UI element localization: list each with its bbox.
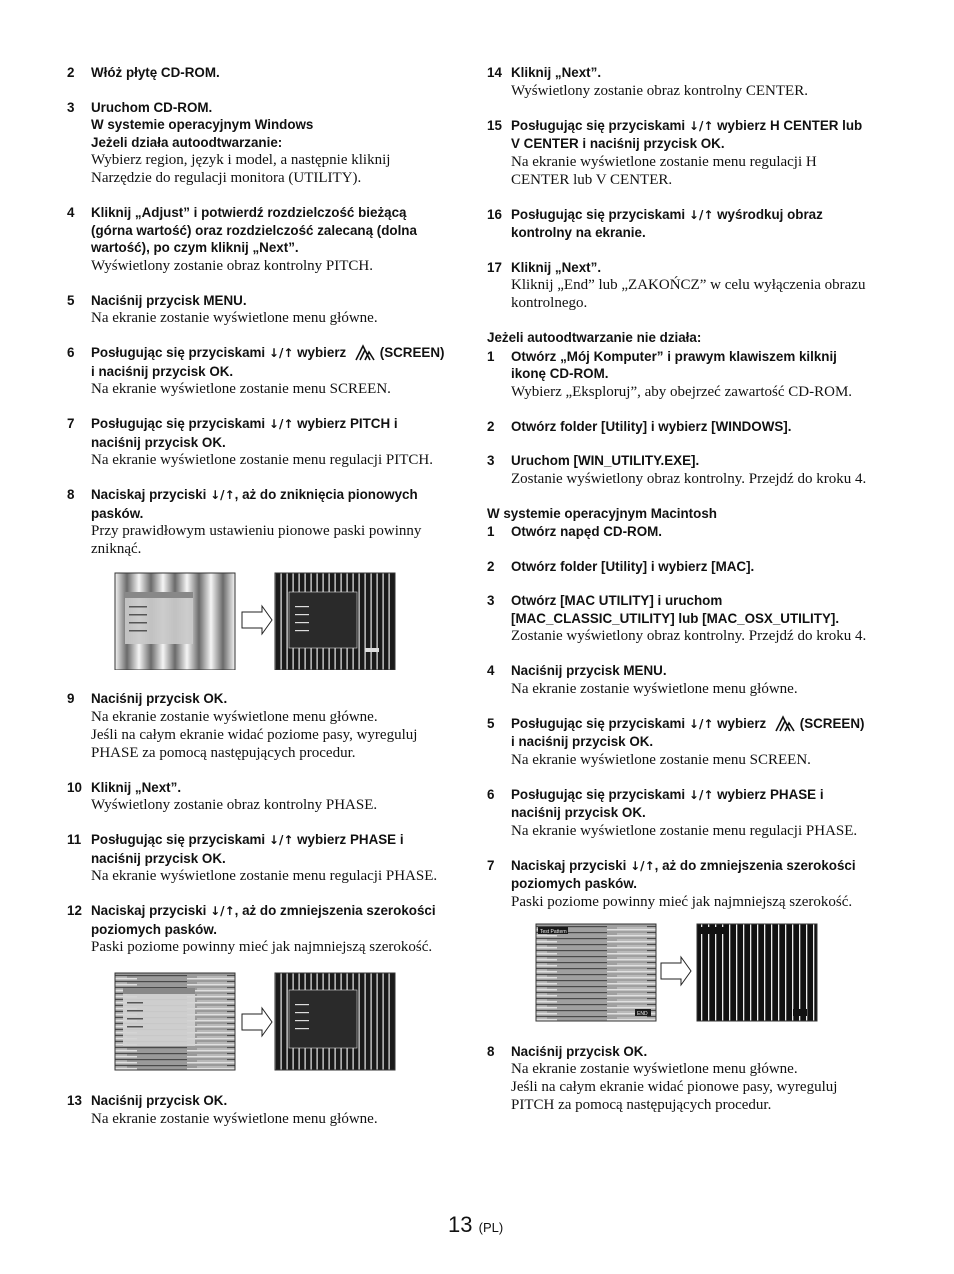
step-body: Na ekranie zostanie wyświetlone menu główne. (91, 310, 378, 326)
mac-step-3 (487, 592, 867, 645)
step-body: Jeśli na całym ekranie widać poziome pasy, wyreguluj PHASE za pomocą następujących procedur. (91, 726, 418, 761)
heading-text: Posługując się przyciskami (511, 715, 686, 731)
heading-text: (SCREEN) i naciśnij przycisk OK. (91, 345, 445, 379)
step-heading: Kliknij „Adjust” i potwierdź rozdzielczość bieżącą (górna wartość) oraz rozdzielczość zalecaną (dolna wartość), po czym kliknij „Next”. (91, 205, 417, 255)
mac-step-8 (487, 1043, 867, 1115)
step-10 (67, 779, 445, 815)
step-body: Jeśli na całym ekranie widać pionowe pasy, wyreguluj PITCH za pomocą następujących procedur. (511, 1079, 838, 1113)
step-number: 15 (487, 117, 502, 133)
section-heading-autoplay-fail: Jeżeli autoodtwarzanie nie działa: (487, 330, 702, 345)
mac-step-4 (487, 662, 867, 698)
step-4 (67, 204, 445, 275)
screen-menu-icon (774, 715, 796, 732)
arrow-keys-icon: ↓/↑ (268, 346, 294, 360)
step-body: Zostanie wyświetlony obraz kontrolny. Przejdź do kroku 4. (511, 470, 867, 487)
step-number: 5 (487, 715, 495, 731)
step-body: Przy prawidłowym ustawieniu pionowe paski powinny zniknąć. (91, 523, 422, 557)
section-heading-macintosh: W systemie operacyjnym Macintosh (487, 505, 717, 521)
mac-step-1 (487, 523, 867, 541)
step-12 (67, 902, 445, 956)
step-11 (67, 831, 445, 885)
step-number: 2 (487, 418, 495, 434)
step-heading (511, 206, 867, 242)
step-number: 10 (67, 779, 82, 795)
heading-text: wybierz (717, 715, 767, 731)
mac-phase-before-after-illustration (487, 923, 867, 1023)
step-heading: Otwórz napęd CD-ROM. (511, 524, 663, 539)
step-heading: Naciśnij przycisk OK. (91, 1093, 228, 1108)
step-heading: Kliknij „Next”. (511, 65, 602, 80)
step-heading: Włóż płytę CD-ROM. (91, 65, 220, 80)
step-heading: Otwórz [MAC UTILITY] i uruchom [MAC_CLASSIC_UTILITY] lub [MAC_OSX_UTILITY]. (511, 593, 840, 626)
screen-menu-icon (354, 344, 376, 361)
figure-phase-adjust (67, 972, 445, 1072)
arrow-keys-icon: ↓/↑ (268, 417, 294, 431)
step-heading (91, 344, 445, 380)
step-9 (67, 690, 445, 762)
step-body: Na ekranie wyświetlone zostanie menu regulacji PITCH. (91, 452, 433, 468)
step-15 (487, 117, 867, 189)
step-body: Wyświetlony zostanie obraz kontrolny CENTER. (511, 82, 808, 99)
figure-pitch-adjust (67, 570, 445, 670)
step-heading: Naciśnij przycisk OK. (91, 691, 228, 706)
arrow-keys-icon: ↓/↑ (268, 833, 294, 847)
step-number: 11 (67, 832, 82, 847)
step-6 (67, 344, 445, 398)
step-heading: Naciśnij przycisk OK. (511, 1043, 648, 1059)
step-number: 3 (487, 453, 495, 468)
step-number: 4 (67, 205, 75, 220)
fallback-step-3 (487, 452, 867, 488)
page-number-value: 13 (448, 1212, 473, 1237)
step-number: 8 (487, 1043, 495, 1059)
mac-step-2 (487, 558, 867, 576)
heading-text: (SCREEN) i naciśnij przycisk OK. (511, 715, 865, 749)
step-body: Wyświetlony zostanie obraz kontrolny PHASE. (91, 797, 378, 813)
step-heading (91, 902, 445, 938)
step-number: 13 (67, 1093, 82, 1108)
step-number: 6 (67, 345, 75, 360)
heading-text: , aż do zmniejszenia szerokości poziomych pasków. (91, 903, 436, 937)
step-heading (511, 117, 867, 153)
arrow-keys-icon: ↓/↑ (630, 858, 655, 873)
arrow-keys-icon: ↓/↑ (688, 207, 714, 222)
heading-text: wybierz PHASE i naciśnij przycisk OK. (91, 832, 404, 866)
step-subheading: W systemie operacyjnym Windows (91, 117, 314, 132)
pitch-before-after-illustration (67, 570, 447, 670)
step-heading (91, 415, 445, 451)
step-heading (511, 857, 867, 893)
step-body: Kliknij „End” lub „ZAKOŃCZ” w celu wyłączenia obrazu kontrolnego. (511, 277, 866, 311)
step-13 (67, 1092, 445, 1128)
heading-text: Posługując się przyciskami (91, 345, 266, 360)
arrow-keys-icon: ↓/↑ (688, 716, 714, 731)
step-17 (487, 259, 867, 313)
step-body: Paski poziome powinny mieć jak najmniejszą szerokość. (91, 939, 433, 955)
heading-text: Posługując się przyciskami (91, 416, 266, 431)
step-number: 8 (67, 487, 75, 502)
mac-step-6 (487, 786, 867, 840)
step-heading: Otwórz folder [Utility] i wybierz [MAC]. (511, 558, 755, 574)
heading-text: wybierz PITCH i naciśnij przycisk OK. (91, 416, 398, 450)
step-body: Zostanie wyświetlony obraz kontrolny. Przejdź do kroku 4. (511, 628, 867, 644)
step-number: 16 (487, 206, 502, 222)
mac-step-7 (487, 857, 867, 911)
step-body: Na ekranie zostanie wyświetlone menu główne. (511, 680, 798, 697)
heading-text: wybierz PHASE i naciśnij przycisk OK. (511, 786, 824, 820)
heading-text: Naciskaj przyciski (91, 903, 207, 918)
end-label: END (637, 1010, 648, 1017)
step-heading: Kliknij „Next”. (91, 779, 182, 795)
step-body: Na ekranie zostanie wyświetlone menu główne. (91, 708, 378, 725)
step-heading: Uruchom CD-ROM. (91, 99, 213, 115)
heading-text: Posługując się przyciskami (511, 206, 686, 222)
step-heading: Otwórz „Mój Komputer” i prawym klawiszem kilknij ikonę CD-ROM. (511, 348, 837, 381)
heading-text: Naciskaj przyciski (511, 857, 627, 873)
arrow-keys-icon: ↓/↑ (688, 787, 714, 802)
page-language: (PL) (478, 1220, 504, 1235)
step-8 (67, 486, 445, 558)
step-number: 3 (487, 593, 495, 608)
heading-text: wyśrodkuj obraz kontrolny na ekranie. (511, 206, 823, 240)
step-body: Na ekranie wyświetlone zostanie menu SCREEN. (91, 381, 391, 397)
fallback-step-1 (487, 348, 867, 401)
step-body: Wybierz region, język i model, a następnie kliknij Narzędzie do regulacji monitora (UTILITY). (91, 152, 391, 186)
step-number: 5 (67, 292, 75, 308)
step-number: 7 (67, 416, 75, 431)
step-heading: Naciśnij przycisk MENU. (511, 663, 667, 678)
step-number: 7 (487, 857, 495, 873)
step-7 (67, 415, 445, 469)
step-number: 17 (487, 259, 502, 275)
step-body: Na ekranie zostanie wyświetlone menu główne. (91, 1110, 378, 1127)
left-column (67, 64, 445, 1145)
phase-before-after-illustration (67, 972, 447, 1072)
heading-text: wybierz (297, 345, 347, 360)
step-number: 1 (487, 348, 495, 364)
step-heading: Naciśnij przycisk MENU. (91, 292, 247, 308)
mac-step-5 (487, 715, 867, 769)
heading-text: Posługując się przyciskami (511, 786, 686, 802)
step-body: Na ekranie zostanie wyświetlone menu główne. (511, 1061, 798, 1077)
step-heading (91, 831, 445, 867)
step-body: Paski poziome powinny mieć jak najmniejszą szerokość. (511, 893, 853, 910)
arrow-keys-icon: ↓/↑ (210, 488, 235, 502)
step-subheading: Jeżeli działa autoodtwarzanie: (91, 134, 283, 150)
heading-text: wybierz H CENTER lub V CENTER i naciśnij przycisk OK. (511, 117, 863, 151)
step-number: 2 (67, 65, 75, 80)
test-pattern-label: Test Pattern (540, 928, 567, 935)
step-heading: Otwórz folder [Utility] i wybierz [WINDOWS]. (511, 418, 792, 434)
right-column (487, 64, 867, 1131)
step-14 (487, 64, 867, 100)
arrow-keys-icon: ↓/↑ (210, 904, 235, 918)
step-body: Wybierz „Eksploruj”, aby obejrzeć zawartość CD-ROM. (511, 383, 853, 400)
heading-text: Posługując się przyciskami (511, 117, 686, 133)
step-number: 6 (487, 786, 495, 802)
heading-text: Posługując się przyciskami (91, 832, 266, 847)
step-number: 2 (487, 558, 495, 574)
step-3 (67, 99, 445, 188)
step-body: Na ekranie wyświetlone zostanie menu SCREEN. (511, 751, 811, 768)
step-heading (511, 715, 867, 751)
step-body: Na ekranie wyświetlone zostanie menu regulacji PHASE. (511, 822, 858, 839)
step-heading: Kliknij „Next”. (511, 259, 602, 275)
step-number: 4 (487, 663, 495, 678)
page-number (448, 1212, 503, 1238)
step-2 (67, 64, 445, 82)
step-body: Na ekranie wyświetlone zostanie menu regulacji H CENTER lub V CENTER. (511, 153, 817, 188)
step-number: 9 (67, 691, 75, 706)
figure-mac-phase-adjust (487, 923, 867, 1023)
step-heading (91, 486, 445, 522)
step-number: 12 (67, 903, 82, 918)
step-heading: Uruchom [WIN_UTILITY.EXE]. (511, 453, 700, 468)
heading-text: , aż do zniknięcia pionowych pasków. (91, 487, 418, 521)
step-number: 1 (487, 524, 495, 539)
step-body: Na ekranie wyświetlone zostanie menu regulacji PHASE. (91, 868, 438, 884)
step-16 (487, 206, 867, 242)
heading-text: , aż do zmniejszenia szerokości poziomych pasków. (511, 857, 856, 891)
fallback-step-2 (487, 418, 867, 436)
step-5 (67, 292, 445, 328)
step-body: Wyświetlony zostanie obraz kontrolny PITCH. (91, 257, 373, 274)
step-number: 3 (67, 99, 75, 115)
step-heading (511, 786, 867, 822)
step-number: 14 (487, 65, 502, 80)
heading-text: Naciskaj przyciski (91, 487, 207, 502)
arrow-keys-icon: ↓/↑ (688, 118, 714, 133)
